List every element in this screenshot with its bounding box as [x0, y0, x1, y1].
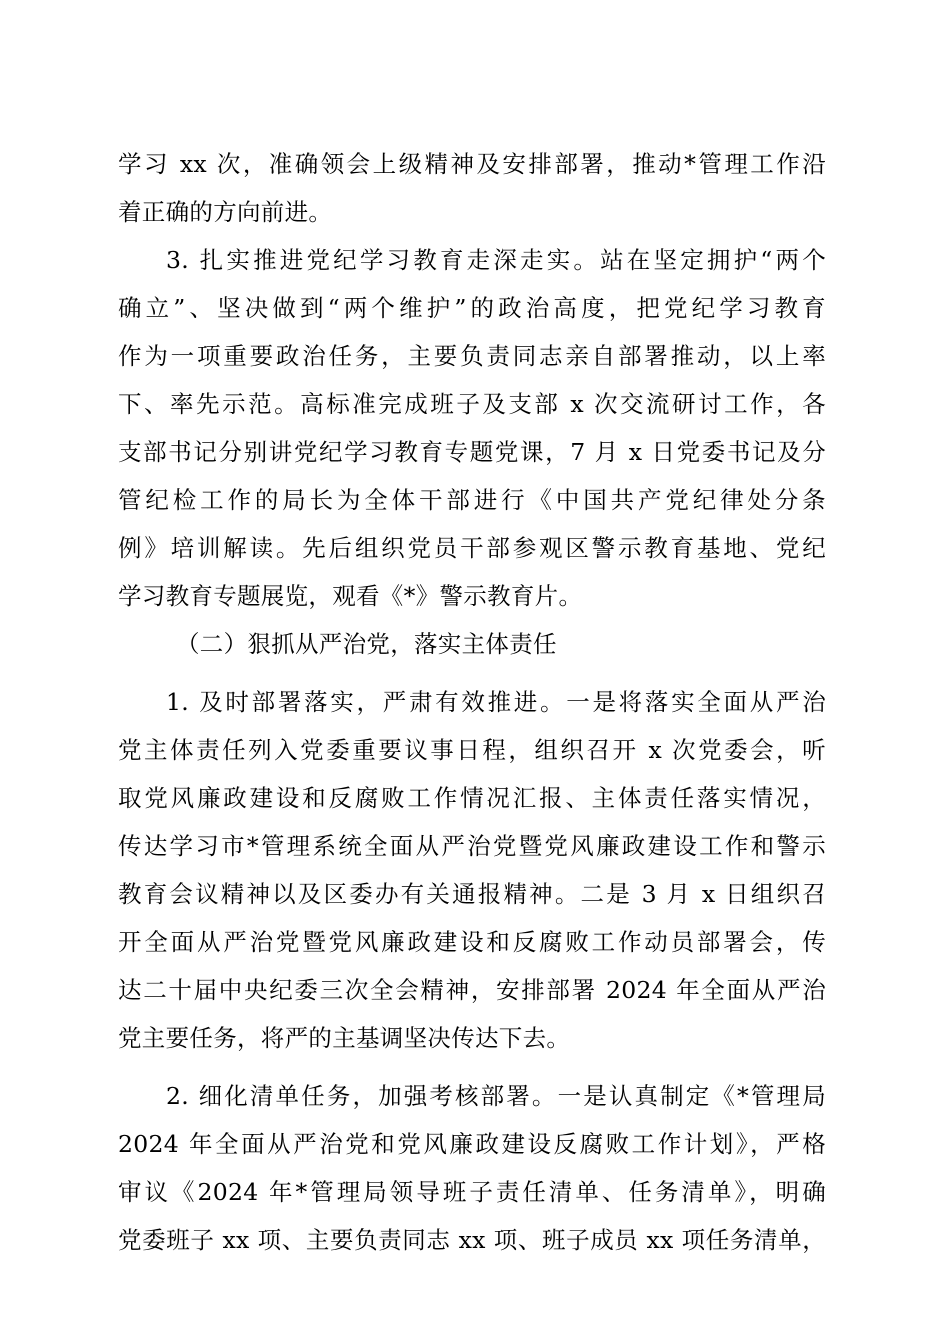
text-line: 党主要任务，将严的主基调坚决传达下去。 — [118, 1024, 571, 1052]
text-line: 学习教育专题展览，观看《*》警示教育片。 — [118, 582, 583, 610]
section-heading — [118, 620, 826, 668]
text-line: 管纪检工作的局长为全体干部进行《中国共产党纪律处分条 — [118, 486, 826, 514]
text-line: 达二十届中央纪委三次全会精神，安排部署 2024 年全面从严治 — [118, 976, 826, 1004]
text-line: 2. 细化清单任务，加强考核部署。一是认真制定《*管理局 — [166, 1082, 826, 1110]
text-line: 着正确的方向前进。 — [118, 198, 333, 226]
document-page — [118, 140, 826, 1264]
heading-text: （二）狠抓从严治党，落实主体责任 — [176, 630, 557, 658]
text-line: 下、率先示范。高标准完成班子及支部 x 次交流研讨工作，各 — [118, 390, 826, 418]
paragraph-deployment — [118, 678, 826, 1062]
text-line: 学习 xx 次，准确领会上级精神及安排部署，推动*管理工作沿 — [118, 150, 826, 178]
text-line: 2024 年全面从严治党和党风廉政建设反腐败工作计划》，严格 — [118, 1130, 826, 1158]
text-line: 1. 及时部署落实，严肃有效推进。一是将落实全面从严治 — [166, 688, 826, 716]
paragraph-party-discipline-education — [118, 236, 826, 620]
text-line: 党主体责任列入党委重要议事日程，组织召开 x 次党委会，听 — [118, 736, 826, 764]
text-line: 3. 扎实推进党纪学习教育走深走实。站在坚定拥护“两个 — [166, 246, 826, 274]
text-line: 作为一项重要政治任务，主要负责同志亲自部署推动，以上率 — [118, 342, 826, 370]
text-line: 支部书记分别讲党纪学习教育专题党课，7 月 x 日党委书记及分 — [118, 438, 826, 466]
paragraph-task-list — [118, 1072, 826, 1264]
text-line: 取党风廉政建设和反腐败工作情况汇报、主体责任落实情况， — [118, 784, 826, 812]
text-line: 审议《2024 年*管理局领导班子责任清单、任务清单》，明确 — [118, 1178, 826, 1206]
text-line: 教育会议精神以及区委办有关通报精神。二是 3 月 x 日组织召 — [118, 880, 826, 908]
text-line: 传达学习市*管理系统全面从严治党暨党风廉政建设工作和警示 — [118, 832, 826, 860]
text-line: 例》培训解读。先后组织党员干部参观区警示教育基地、党纪 — [118, 534, 826, 562]
text-line: 开全面从严治党暨党风廉政建设和反腐败工作动员部署会，传 — [118, 928, 826, 956]
paragraph-continuation — [118, 140, 826, 236]
text-line: 确立”、坚决做到“两个维护”的政治高度，把党纪学习教育 — [118, 294, 826, 322]
text-line: 党委班子 xx 项、主要负责同志 xx 项、班子成员 xx 项任务清单， — [118, 1226, 826, 1254]
